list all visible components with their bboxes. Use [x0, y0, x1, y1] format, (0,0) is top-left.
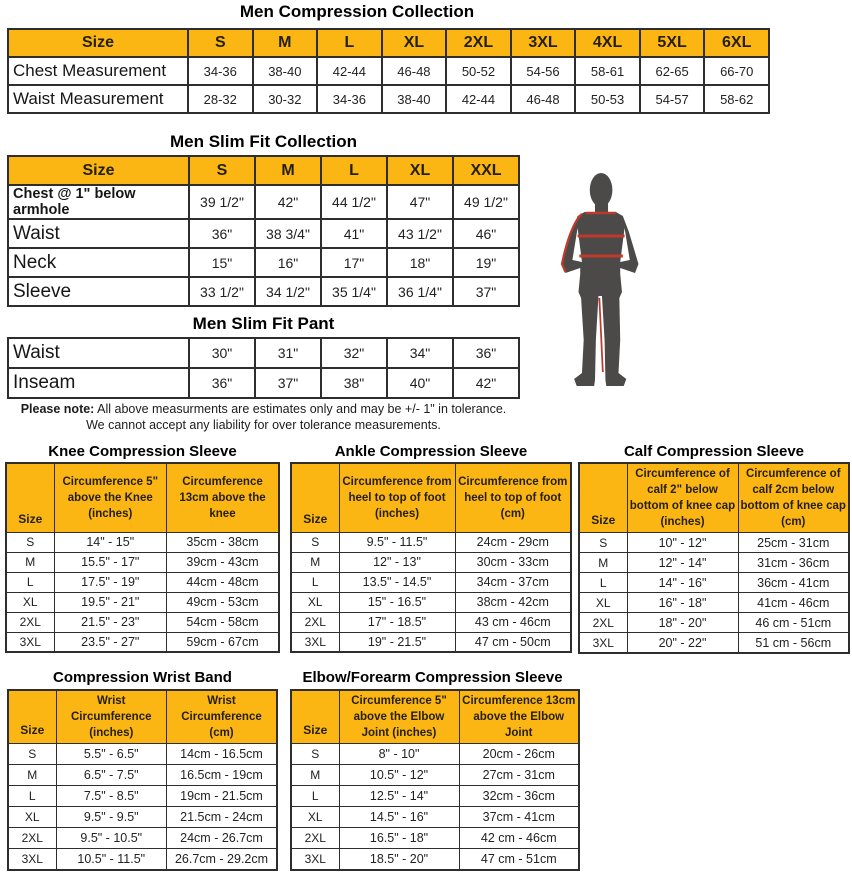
table-cell: 10.5" - 11.5": [56, 849, 167, 870]
table-cell: 38-40: [253, 57, 318, 85]
table-row: [291, 592, 571, 612]
table-cell: 66-70: [704, 57, 769, 85]
row-label: L: [579, 573, 627, 593]
column-header: Size: [8, 29, 188, 57]
column-header: 4XL: [575, 29, 640, 57]
tolerance-note-line1: [0, 401, 527, 417]
table-cell: 46 cm - 51cm: [738, 613, 849, 633]
column-header: M: [255, 156, 321, 185]
table-cell: 10" - 12": [627, 533, 738, 553]
table-cell: 35cm - 38cm: [167, 532, 280, 552]
table-cell: 16": [255, 248, 321, 277]
tolerance-note: [0, 401, 527, 433]
table-row: [8, 57, 769, 85]
table-row: [6, 632, 279, 652]
header-row: [8, 690, 277, 744]
row-label: 2XL: [291, 612, 339, 632]
row-label: Waist: [8, 219, 189, 248]
table-row: [291, 807, 579, 828]
row-label: 2XL: [291, 828, 339, 849]
table-cell: 15.5" - 17": [54, 552, 167, 572]
row-label: 2XL: [8, 828, 56, 849]
table-row: [6, 592, 279, 612]
men-slim-fit-collection-table: [7, 155, 520, 307]
table-row: [291, 532, 571, 552]
table-cell: 36cm - 41cm: [738, 573, 849, 593]
figure-neck: [595, 198, 608, 214]
table-cell: 37": [453, 277, 519, 306]
table-cell: 18" - 20": [627, 613, 738, 633]
row-label: XL: [6, 592, 54, 612]
table-row: [8, 219, 519, 248]
column-header: L: [321, 156, 387, 185]
table-cell: 14.5" - 16": [339, 807, 459, 828]
table-row: [6, 612, 279, 632]
table-cell: 32cm - 36cm: [459, 786, 579, 807]
table-cell: 46-48: [382, 57, 447, 85]
row-label: M: [291, 765, 339, 786]
table-row: [6, 572, 279, 592]
table-row: [8, 828, 277, 849]
table-cell: 38-40: [382, 85, 447, 113]
table-cell: 36": [189, 219, 255, 248]
table-row: [291, 744, 579, 765]
table-cell: 34": [387, 338, 453, 368]
header-row: [291, 463, 571, 532]
row-label: S: [6, 532, 54, 552]
male-silhouette-figure: [555, 170, 655, 400]
row-label: Chest @ 1" below armhole: [8, 185, 189, 219]
header-row: [579, 463, 849, 533]
table-cell: 39cm - 43cm: [167, 552, 280, 572]
table-cell: 14cm - 16.5cm: [167, 744, 278, 765]
table-cell: 20cm - 26cm: [459, 744, 579, 765]
table-row: [291, 552, 571, 572]
table-row: [579, 593, 849, 613]
table-cell: 13.5" - 14.5": [339, 572, 455, 592]
column-header: Circumference of calf 2cm below bottom of knee cap (cm): [738, 463, 849, 533]
column-header: S: [188, 29, 253, 57]
table-cell: 51 cm - 56cm: [738, 633, 849, 653]
table-cell: 36": [453, 338, 519, 368]
table-cell: 58-61: [575, 57, 640, 85]
table-cell: 18.5" - 20": [339, 849, 459, 870]
table-cell: 59cm - 67cm: [167, 632, 280, 652]
row-label: Waist Measurement: [8, 85, 188, 113]
table-row: [291, 572, 571, 592]
column-header: Circumference 13cm above the knee: [167, 463, 280, 532]
table-row: [579, 553, 849, 573]
row-label: M: [8, 765, 56, 786]
table-cell: 26.7cm - 29.2cm: [167, 849, 278, 870]
column-header: Circumference 13cm above the Elbow Joint: [459, 690, 579, 744]
table-row: [291, 786, 579, 807]
table-cell: 36": [189, 368, 255, 398]
table-cell: 6.5" - 7.5": [56, 765, 167, 786]
column-header: L: [317, 29, 382, 57]
table-row: [291, 632, 571, 652]
row-label: L: [291, 786, 339, 807]
row-label: Sleeve: [8, 277, 189, 306]
table-cell: 17.5" - 19": [54, 572, 167, 592]
ankle-compression-sleeve-table: [290, 462, 572, 653]
column-header: XXL: [453, 156, 519, 185]
table-cell: 50-52: [446, 57, 511, 85]
row-label: XL: [579, 593, 627, 613]
table-cell: 14" - 15": [54, 532, 167, 552]
table-cell: 39 1/2": [189, 185, 255, 219]
row-label: M: [579, 553, 627, 573]
row-label: S: [291, 744, 339, 765]
ankle-sleeve-title: Ankle Compression Sleeve: [334, 443, 528, 460]
calf-sleeve-title: Calf Compression Sleeve: [623, 443, 805, 460]
table-cell: 18": [387, 248, 453, 277]
row-label: M: [291, 552, 339, 572]
table-cell: 16.5cm - 19cm: [167, 765, 278, 786]
table-cell: 58-62: [704, 85, 769, 113]
table-cell: 42 cm - 46cm: [459, 828, 579, 849]
table-cell: 25cm - 31cm: [738, 533, 849, 553]
table-cell: 37cm - 41cm: [459, 807, 579, 828]
men-slim-fit-pant-table: [7, 337, 520, 399]
table-cell: 41": [321, 219, 387, 248]
table-cell: 32": [321, 338, 387, 368]
header-row: [6, 463, 279, 532]
table-row: [8, 338, 519, 368]
row-label: 3XL: [291, 849, 339, 870]
table-cell: 31": [255, 338, 321, 368]
column-header: 2XL: [446, 29, 511, 57]
table-cell: 17" - 18.5": [339, 612, 455, 632]
table-cell: 31cm - 36cm: [738, 553, 849, 573]
table-row: [6, 552, 279, 572]
column-header: Size: [291, 690, 339, 744]
table-cell: 43 1/2": [387, 219, 453, 248]
row-label: S: [579, 533, 627, 553]
table-cell: 46-48: [511, 85, 576, 113]
table-cell: 19": [453, 248, 519, 277]
table-cell: 8" - 10": [339, 744, 459, 765]
table-cell: 37": [255, 368, 321, 398]
tolerance-note-line2: We cannot accept any liability for over tolerance measurements.: [86, 418, 441, 432]
table-cell: 9.5" - 9.5": [56, 807, 167, 828]
table-cell: 46": [453, 219, 519, 248]
column-header: 6XL: [704, 29, 769, 57]
table-cell: 16.5" - 18": [339, 828, 459, 849]
table-row: [6, 532, 279, 552]
table-cell: 21.5" - 23": [54, 612, 167, 632]
slim-fit-collection-title: Men Slim Fit Collection: [169, 132, 357, 151]
table-cell: 10.5" - 12": [339, 765, 459, 786]
row-label: S: [291, 532, 339, 552]
header-row: [8, 29, 769, 57]
column-header: 3XL: [511, 29, 576, 57]
table-cell: 30": [189, 338, 255, 368]
table-row: [8, 765, 277, 786]
column-header: Circumference 5" above the Knee (inches): [54, 463, 167, 532]
table-cell: 16" - 18": [627, 593, 738, 613]
table-cell: 42": [255, 185, 321, 219]
header-row: [8, 156, 519, 185]
elbow-sleeve-title: Elbow/Forearm Compression Sleeve: [302, 669, 563, 686]
table-row: [8, 85, 769, 113]
table-row: [8, 248, 519, 277]
table-cell: 41cm - 46cm: [738, 593, 849, 613]
table-row: [8, 849, 277, 870]
column-header: Size: [6, 463, 54, 532]
table-cell: 34cm - 37cm: [455, 572, 571, 592]
row-label: 3XL: [6, 632, 54, 652]
row-label: XL: [291, 592, 339, 612]
row-label: L: [8, 786, 56, 807]
table-cell: 40": [387, 368, 453, 398]
table-cell: 30cm - 33cm: [455, 552, 571, 572]
table-cell: 33 1/2": [189, 277, 255, 306]
column-header: M: [253, 29, 318, 57]
row-label: XL: [291, 807, 339, 828]
column-header: Size: [8, 156, 189, 185]
table-cell: 42": [453, 368, 519, 398]
table-cell: 54cm - 58cm: [167, 612, 280, 632]
table-cell: 38": [321, 368, 387, 398]
table-row: [291, 765, 579, 786]
table-cell: 28-32: [188, 85, 253, 113]
table-cell: 21.5cm - 24cm: [167, 807, 278, 828]
column-header: Circumference of calf 2" below bottom of knee cap (inches): [627, 463, 738, 533]
table-cell: 62-65: [640, 57, 705, 85]
table-cell: 30-32: [253, 85, 318, 113]
table-cell: 38 3/4": [255, 219, 321, 248]
table-cell: 38cm - 42cm: [455, 592, 571, 612]
table-cell: 12" - 14": [627, 553, 738, 573]
row-label: 3XL: [291, 632, 339, 652]
row-label: 2XL: [6, 612, 54, 632]
column-header: 5XL: [640, 29, 705, 57]
table-cell: 42-44: [446, 85, 511, 113]
table-cell: 19.5" - 21": [54, 592, 167, 612]
column-header: Wrist Circumference (cm): [167, 690, 278, 744]
table-row: [8, 786, 277, 807]
slim-fit-pant-title: Men Slim Fit Pant: [192, 314, 335, 333]
table-row: [291, 849, 579, 870]
table-cell: 19cm - 21.5cm: [167, 786, 278, 807]
table-cell: 54-57: [640, 85, 705, 113]
table-cell: 54-56: [511, 57, 576, 85]
table-cell: 34-36: [317, 85, 382, 113]
table-cell: 17": [321, 248, 387, 277]
row-label: M: [6, 552, 54, 572]
knee-compression-sleeve-table: [5, 462, 280, 653]
column-header: Circumference 5" above the Elbow Joint (inches): [339, 690, 459, 744]
table-cell: 9.5" - 11.5": [339, 532, 455, 552]
table-row: [579, 613, 849, 633]
table-cell: 36 1/4": [387, 277, 453, 306]
row-label: S: [8, 744, 56, 765]
calf-compression-sleeve-table: [578, 462, 850, 654]
column-header: Size: [579, 463, 627, 533]
table-cell: 20" - 22": [627, 633, 738, 653]
table-row: [579, 633, 849, 653]
table-cell: 14" - 16": [627, 573, 738, 593]
table-cell: 43 cm - 46cm: [455, 612, 571, 632]
table-cell: 7.5" - 8.5": [56, 786, 167, 807]
table-cell: 34-36: [188, 57, 253, 85]
tolerance-note-bold: Please note:: [20, 402, 95, 416]
table-row: [579, 533, 849, 553]
table-cell: 44 1/2": [321, 185, 387, 219]
column-header: Circumference from heel to top of foot (cm): [455, 463, 571, 532]
table-cell: 49cm - 53cm: [167, 592, 280, 612]
row-label: L: [291, 572, 339, 592]
row-label: 3XL: [8, 849, 56, 870]
table-cell: 47": [387, 185, 453, 219]
row-label: 2XL: [579, 613, 627, 633]
table-cell: 15" - 16.5": [339, 592, 455, 612]
row-label: Chest Measurement: [8, 57, 188, 85]
column-header: Wrist Circumference (inches): [56, 690, 167, 744]
knee-sleeve-title: Knee Compression Sleeve: [48, 443, 237, 460]
table-cell: 24cm - 26.7cm: [167, 828, 278, 849]
table-cell: 23.5" - 27": [54, 632, 167, 652]
table-row: [8, 185, 519, 219]
column-header: XL: [382, 29, 447, 57]
table-row: [291, 612, 571, 632]
row-label: XL: [8, 807, 56, 828]
table-row: [8, 744, 277, 765]
row-label: L: [6, 572, 54, 592]
column-header: XL: [387, 156, 453, 185]
table-cell: 34 1/2": [255, 277, 321, 306]
table-cell: 19" - 21.5": [339, 632, 455, 652]
table-cell: 35 1/4": [321, 277, 387, 306]
table-row: [8, 277, 519, 306]
men-compression-collection-table: [7, 28, 770, 114]
row-label: Waist: [8, 338, 189, 368]
compression-wrist-band-table: [7, 689, 278, 871]
table-cell: 27cm - 31cm: [459, 765, 579, 786]
tolerance-note-text: All above measurments are estimates only and may be +/- 1" in tolerance.: [94, 402, 507, 416]
table-row: [8, 807, 277, 828]
elbow-forearm-compression-sleeve-table: [290, 689, 580, 871]
table-cell: 24cm - 29cm: [455, 532, 571, 552]
column-header: S: [189, 156, 255, 185]
table-cell: 42-44: [317, 57, 382, 85]
table-row: [8, 368, 519, 398]
table-cell: 15": [189, 248, 255, 277]
column-header: Size: [8, 690, 56, 744]
inseam-measure-line: [599, 298, 602, 372]
table-cell: 49 1/2": [453, 185, 519, 219]
table-cell: 47 cm - 51cm: [459, 849, 579, 870]
table-row: [579, 573, 849, 593]
row-label: Inseam: [8, 368, 189, 398]
table-cell: 47 cm - 50cm: [455, 632, 571, 652]
row-label: Neck: [8, 248, 189, 277]
table-cell: 50-53: [575, 85, 640, 113]
table-cell: 44cm - 48cm: [167, 572, 280, 592]
table-cell: 5.5" - 6.5": [56, 744, 167, 765]
table-row: [291, 828, 579, 849]
table-cell: 12" - 13": [339, 552, 455, 572]
compression-collection-title: Men Compression Collection: [239, 2, 475, 21]
table-cell: 12.5" - 14": [339, 786, 459, 807]
column-header: Size: [291, 463, 339, 532]
table-cell: 9.5" - 10.5": [56, 828, 167, 849]
wrist-band-title: Compression Wrist Band: [53, 669, 232, 686]
row-label: 3XL: [579, 633, 627, 653]
column-header: Circumference from heel to top of foot (inches): [339, 463, 455, 532]
header-row: [291, 690, 579, 744]
